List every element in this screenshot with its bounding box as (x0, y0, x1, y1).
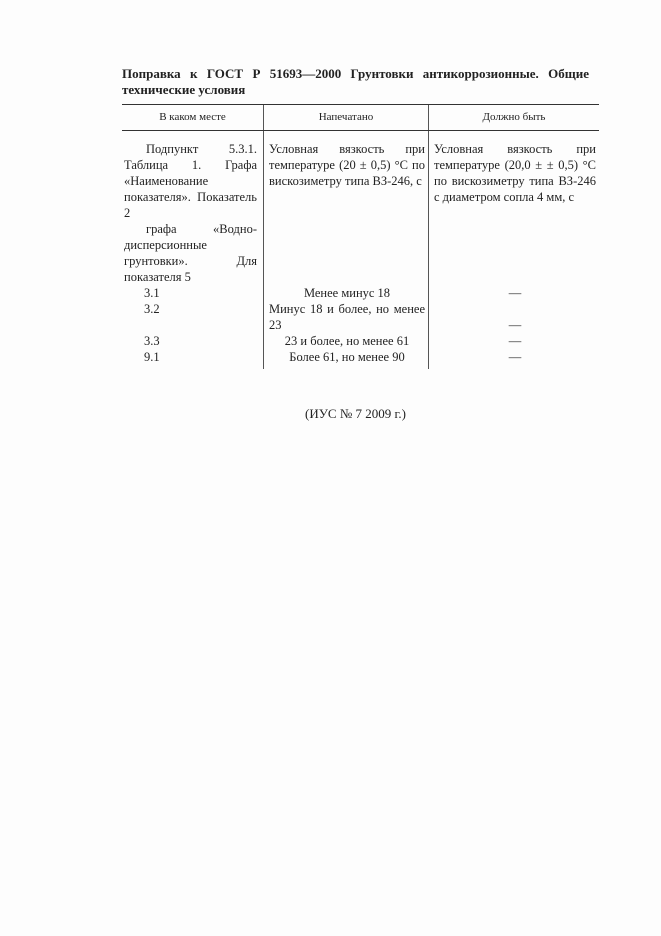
place-text-1: Подпункт 5.3.1. Таблица 1. Графа «Наименование показателя». Показатель 2 (124, 142, 257, 220)
printed-cell-main: Условная вязкость при температуре (20 ± 0,5) °С по вискозиметру типа ВЗ-246, с (264, 131, 429, 286)
table-row (122, 333, 599, 349)
correction-table (122, 104, 599, 369)
printed-cell: Минус 18 и более, но менее 23 (264, 301, 429, 333)
header-correct: Должно быть (429, 105, 600, 131)
place-cell-main (122, 131, 264, 286)
table-header-row (122, 105, 599, 131)
place-cell: 3.2 (144, 302, 160, 316)
table-row-main (122, 131, 599, 286)
correct-cell: — (429, 285, 600, 301)
place-cell: 9.1 (144, 350, 160, 364)
place-cell: 3.1 (144, 286, 160, 300)
document-page (122, 66, 596, 421)
document-footer: (ИУС № 7 2009 г.) (305, 406, 406, 421)
place-text-2: графа «Водно-дисперсионные грунтовки». Для показателя 5 (124, 222, 257, 284)
document-title: Поправка к ГОСТ Р 51693—2000 Грунтовки антикоррозионные. Общие (122, 66, 589, 81)
correct-cell: — (429, 349, 600, 369)
printed-cell: Менее минус 18 (264, 285, 429, 301)
header-place: В каком месте (122, 105, 264, 131)
correct-cell: — (429, 333, 600, 349)
table-row (122, 349, 599, 369)
place-cell: 3.3 (144, 334, 160, 348)
document-title-continued: технические условия (122, 82, 246, 97)
header-printed: Напечатано (264, 105, 429, 131)
table-row (122, 301, 599, 333)
correct-cell-main: Условная вязкость при температуре (20,0 ± ± 0,5) °С по вискозиметру типа ВЗ-246 с диаметром сопла 4 мм, с (429, 131, 600, 286)
correct-cell: — (429, 301, 600, 333)
table-row (122, 285, 599, 301)
printed-cell: Более 61, но менее 90 (264, 349, 429, 369)
printed-cell: 23 и более, но менее 61 (264, 333, 429, 349)
